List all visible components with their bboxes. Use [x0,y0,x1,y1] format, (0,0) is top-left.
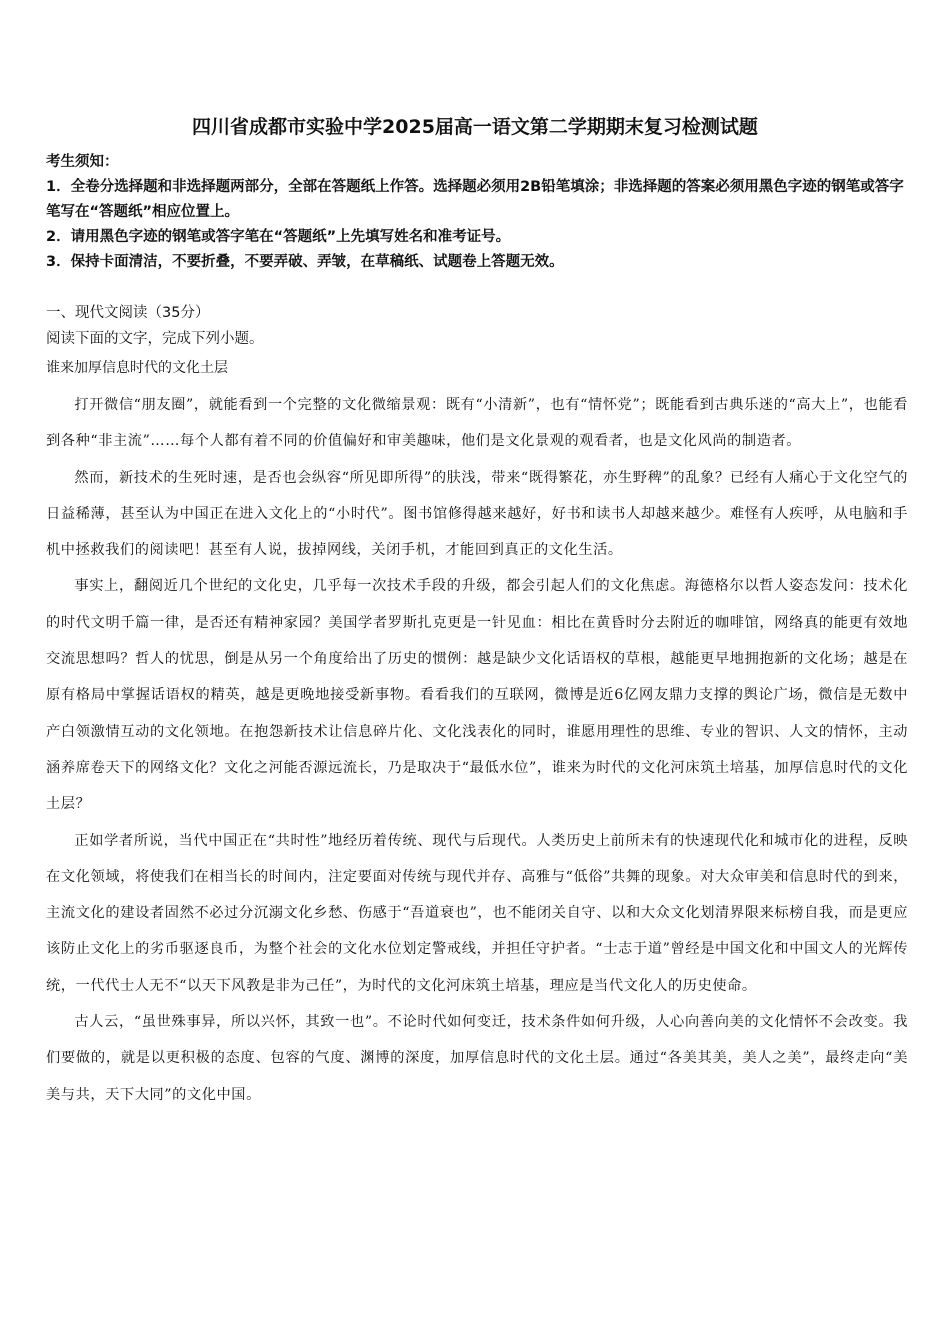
article-title: 谁来加厚信息时代的文化土层 [46,360,228,376]
article-paragraph-5: 古人云，“虽世殊事异，所以兴怀，其致一也”。不论时代如何变迁，技术条件如何升级，人心向善向美的文化情怀不会改变。我们要做的，就是以更积极的态度、包容的气度、渊博的深度，加厚信息时代的文化土层。通过“各美其美，美人之美”，最终走向“美美与共，天下大同”的文化中国。 [46,1014,908,1103]
article-body [46,387,908,1113]
notice-heading: 考生须知： [46,154,119,170]
notice-block [46,150,908,275]
article-paragraph-1: 打开微信“朋友圈”，就能看到一个完整的文化微缩景观：既有“小清新”，也有“情怀党”；既能看到古典乐迷的“高大上”，也能看到各种“非主流”……每个人都有着不同的价值偏好和审美趣味，他们是文化景观的观看者，也是文化风尚的制造者。 [46,397,908,450]
notice-item-2: 2．请用黑色字迹的钢笔或答字笔在“答题纸”上先填写姓名和准考证号。 [46,229,511,245]
section-instruction: 阅读下面的文字，完成下列小题。 [46,331,264,347]
article-paragraph-2: 然而，新技术的生死时速，是否也会纵容“所见即所得”的肤浅，带来“既得繁花，亦生野稗”的乱象？已经有人痛心于文化空气的日益稀薄，甚至认为中国正在进入文化上的“小时代”。图书馆修得越来越好，好书和读书人却越来越少。难怪有人疾呼，从电脑和手机中拯救我们的阅读吧！甚至有人说，拔掉网线，关闭手机，才能回到真正的文化生活。 [46,469,908,559]
section-header [46,300,908,352]
article-paragraph-4: 正如学者所说，当代中国正在“共时性”地经历着传统、现代与后现代。人类历史上前所未有的快速现代化和城市化的进程，反映在文化领域，将使我们在相当长的时间内，注定要面对传统与现代并存、高雅与“低俗”共舞的现象。对大众审美和信息时代的到来，主流文化的建设者固然不必过分沉溺文化乡愁、伤感于“吾道衰也”，也不能闭关自守、以和大众文化划清界限来标榜自我，而是更应该防止文化上的劣币驱逐良币，为整个社会的文化水位划定警戒线，并担任守护者。“士志于道”曾经是中国文化和中国文人的光辉传统，一代代士人无不“以天下风教是非为己任”，为时代的文化河床筑土培基，理应是当代文化人的历史使命。 [46,832,908,994]
exam-title: 四川省成都市实验中学2025届高一语文第二学期期末复习检测试题 [192,116,758,138]
article-paragraph-3: 事实上，翻阅近几个世纪的文化史，几乎每一次技术手段的升级，都会引起人们的文化焦虑。海德格尔以哲人姿态发问：技术化的时代文明千篇一律，是否还有精神家园？美国学者罗斯扎克更是一针见血：相比在黄昏时分去附近的咖啡馆，网络真的能更有效地交流思想吗？哲人的忧思，倒是从另一个角度给出了历史的惯例：越是缺少文化话语权的草根，越能更早地拥抱新的文化场；越是在原有格局中掌握话语权的精英，越是更晚地接受新事物。看看我们的互联网，微博是近6亿网友鼎力支撑的舆论广场，微信是无数中产白领激情互动的文化领地。在抱怨新技术让信息碎片化、文化浅表化的同时，谁愿用理性的思维、专业的智识、人文的情怀，主动涵养席卷天下的网络文化？文化之河能否源远流长，乃是取决于“最低水位”，谁来为时代的文化河床筑土培基，加厚信息时代的文化土层？ [46,578,908,813]
section-heading: 一、现代文阅读（35分） [46,305,210,321]
notice-item-3: 3．保持卡面清洁，不要折叠，不要弄破、弄皱，在草稿纸、试题卷上答题无效。 [46,254,564,270]
notice-item-1: 1．全卷分选择题和非选择题两部分，全部在答题纸上作答。选择题必须用2B铅笔填涂；非选择题的答案必须用黑色字迹的钢笔或答字笔写在“答题纸”相应位置上。 [46,179,904,220]
